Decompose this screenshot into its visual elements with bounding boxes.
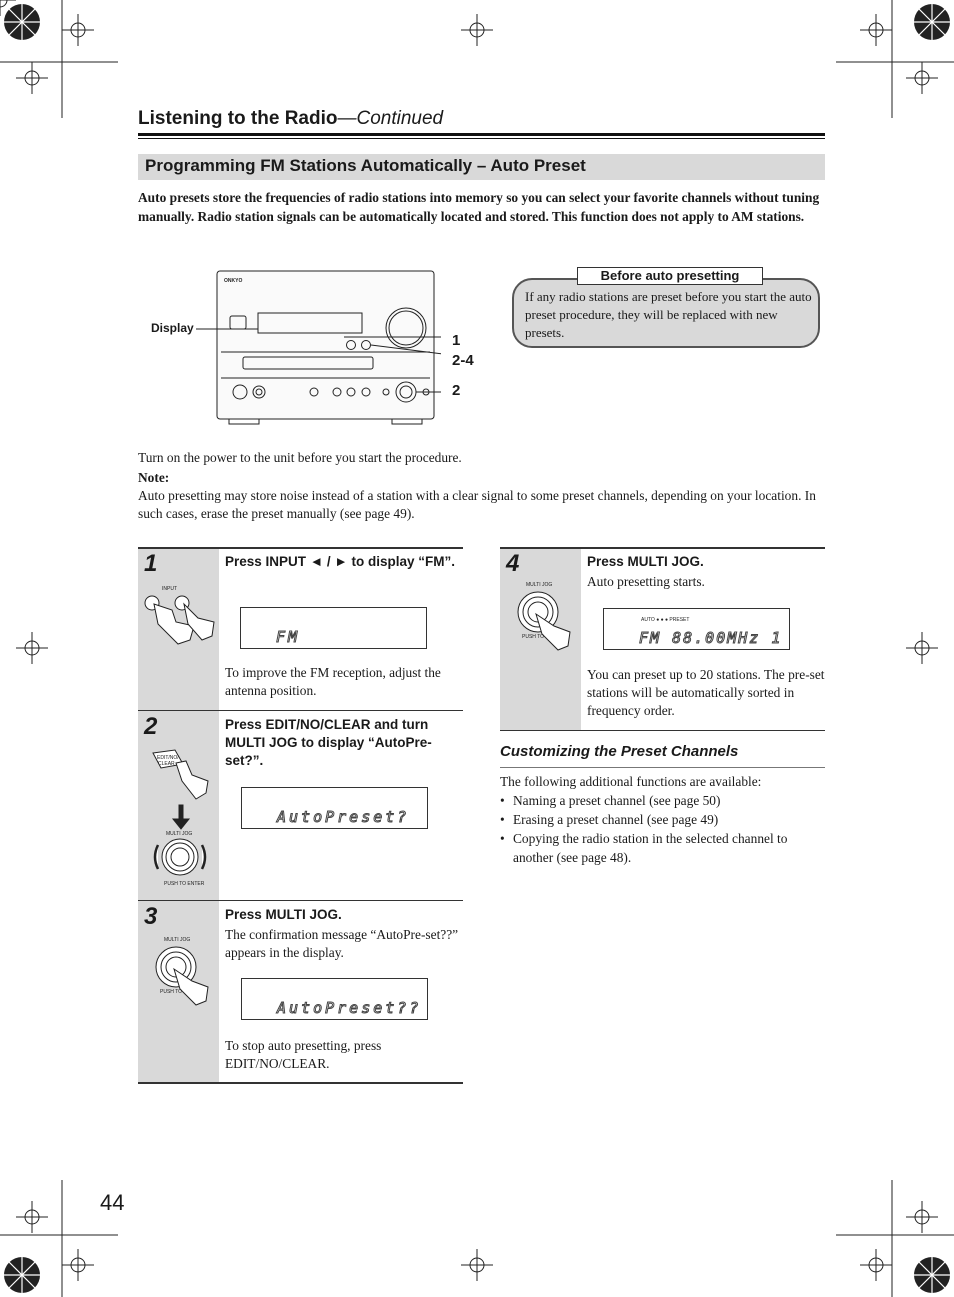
step-2-title: Press EDIT/NO/CLEAR and turn MULTI JOG to display “AutoPre-set?”. xyxy=(225,717,432,768)
callout-1: 1 xyxy=(452,332,461,349)
receiver-illustration xyxy=(196,268,441,426)
customize-rule xyxy=(500,767,825,768)
step-4-lcd xyxy=(603,608,790,650)
svg-text:INPUT: INPUT xyxy=(162,586,177,592)
svg-text:MULTI JOG: MULTI JOG xyxy=(166,831,193,837)
list-item: • Naming a preset channel (see page 50) xyxy=(500,791,825,810)
customize-title: Customizing the Preset Channels xyxy=(500,743,739,760)
svg-text:PUSH TO: PUSH TO xyxy=(160,989,183,995)
step-3-text: The confirmation message “AutoPre-set??” appears in the display. xyxy=(225,927,459,960)
step-4-detail: You can preset up to 20 stations. The pre-set stations will be automatically sorted in frequency order. xyxy=(587,667,825,718)
page-number: 44 xyxy=(100,1190,125,1215)
note-text: Auto presetting may store noise instead of a station with a clear signal to some preset channels, depending on your location. In such cases, erase the preset manually (see page 49). xyxy=(138,488,816,521)
step-2-lcd-text: AutoPreset? xyxy=(277,808,410,826)
step-2-lcd xyxy=(241,787,428,829)
step-3-title: Press MULTI JOG. xyxy=(225,907,342,922)
input-buttons-icon xyxy=(142,582,218,652)
header-continued: —Continued xyxy=(337,108,444,129)
customize-list xyxy=(500,791,825,867)
step-2-number: 2 xyxy=(144,713,158,740)
svg-text:ONKYO: ONKYO xyxy=(224,278,243,284)
header-rule-thin xyxy=(138,138,825,139)
step-4-text: Auto presetting starts. xyxy=(587,574,705,589)
step-1-number: 1 xyxy=(144,550,158,577)
step-4-number: 4 xyxy=(506,550,520,577)
step-4-lcd-indicator: AUTO ● ● ● PRESET xyxy=(641,617,690,623)
step-3-lcd xyxy=(241,978,428,1020)
callout-2-4: 2-4 xyxy=(452,352,474,369)
list-item: • Copying the radio station in the selected channel to another (see page 48). xyxy=(500,829,825,867)
svg-text:PUSH TO ENTER: PUSH TO ENTER xyxy=(164,881,205,887)
page-header xyxy=(138,108,443,130)
list-item: • Erasing a preset channel (see page 49) xyxy=(500,810,825,829)
svg-text:EDIT/NO/: EDIT/NO/ xyxy=(157,755,179,761)
before-box-text: If any radio stations are preset before you start the auto preset procedure, they will be replaced with new presets. xyxy=(525,289,812,340)
step-1-lcd xyxy=(240,607,427,649)
svg-text:MULTI JOG: MULTI JOG xyxy=(526,582,553,588)
display-label: Display xyxy=(151,321,194,335)
header-title: Listening to the Radio xyxy=(138,108,338,129)
step-4-title: Press MULTI JOG. xyxy=(587,554,704,569)
svg-text:PUSH TO: PUSH TO xyxy=(522,634,545,640)
customize-section xyxy=(500,772,825,867)
header-rule xyxy=(138,133,825,136)
callout-2: 2 xyxy=(452,382,461,399)
svg-text:MULTI JOG: MULTI JOG xyxy=(164,937,191,943)
multi-jog-press-icon xyxy=(510,580,576,655)
edit-clear-and-jog-icon xyxy=(148,745,214,890)
step-3-lcd-text: AutoPreset?? xyxy=(277,999,422,1017)
before-box-title: Before auto presetting xyxy=(577,267,763,285)
intro-paragraph: Auto presets store the frequencies of radio stations into memory so you can select your favorite channels without tuning manually. Radio station signals can be automatically located and stored. This function does not apply to AM stations. xyxy=(138,190,820,224)
section-title: Programming FM Stations Automatically – Auto Preset xyxy=(145,156,586,175)
power-note: Turn on the power to the unit before you start the procedure. xyxy=(138,450,462,465)
multi-jog-press-icon xyxy=(148,935,214,1010)
step-1-lcd-text: FM xyxy=(276,628,301,646)
step-3-number: 3 xyxy=(144,903,158,930)
step-4-lcd-text: FM 88.00MHz 1 xyxy=(639,629,783,647)
step-3-stop-text: To stop auto presetting, press EDIT/NO/CLEAR. xyxy=(225,1038,382,1071)
svg-text:CLEAR: CLEAR xyxy=(158,761,175,767)
step-1-title: Press INPUT ◄ / ► to display “FM”. xyxy=(225,554,456,569)
step-divider xyxy=(138,1082,463,1084)
customize-intro: The following additional functions are available: xyxy=(500,774,762,789)
step-divider xyxy=(500,730,825,731)
step-1-text: To improve the FM reception, adjust the antenna position. xyxy=(225,665,441,698)
note-label: Note: xyxy=(138,470,170,485)
